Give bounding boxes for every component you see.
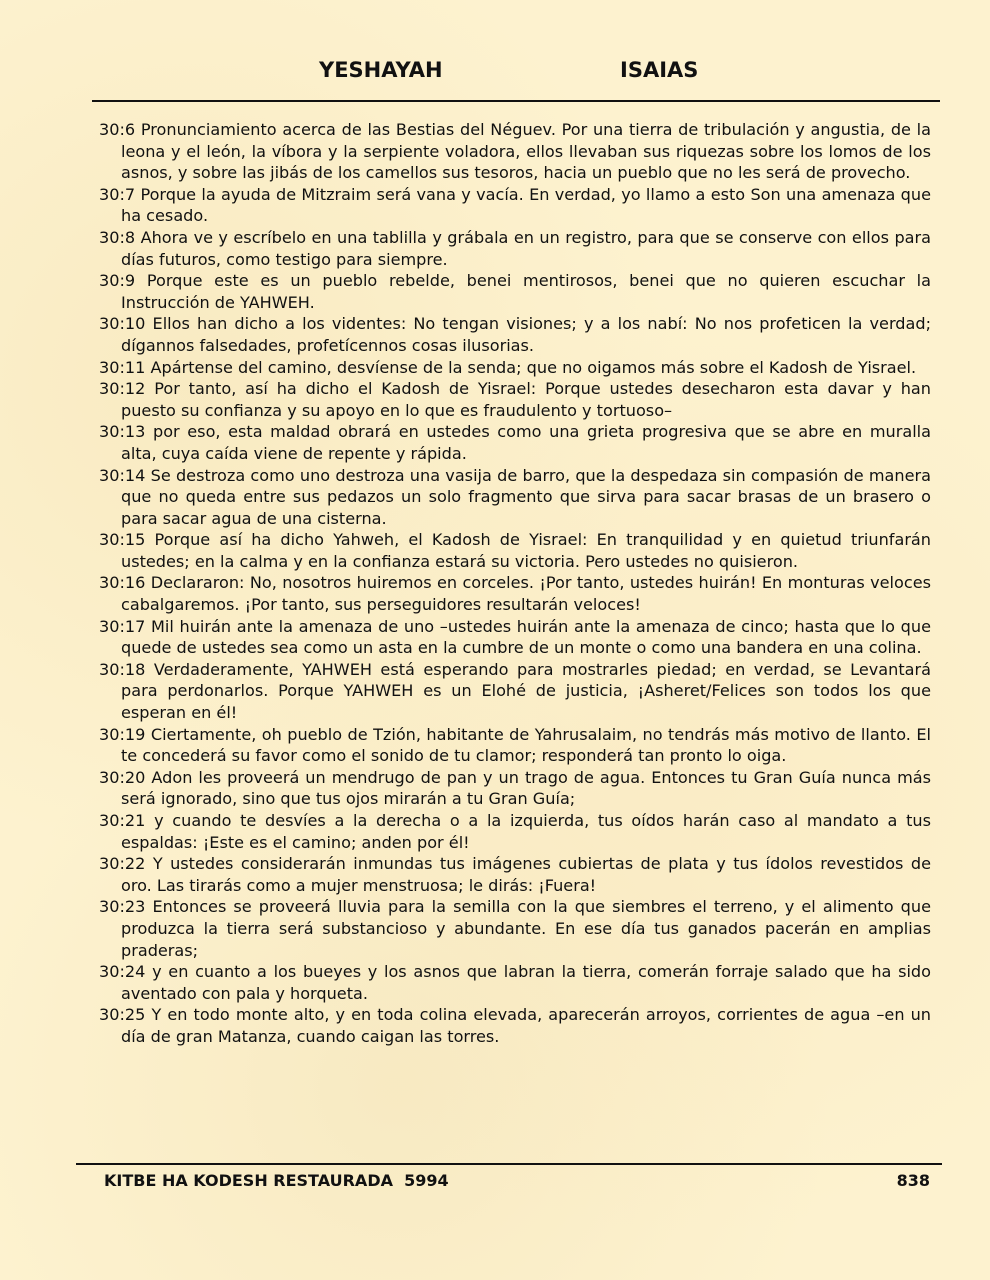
verse-paragraph [99,853,931,896]
footer-page-number: 838 [896,1171,930,1190]
verse-text: Entonces se proveerá lluvia para la semilla con la que siembres el terreno, y el alimento que produzca la tierra será substancioso y abundante. En ese día tus ganados pacerán en amplias praderas; [121,897,931,960]
verse-reference: 30:24 [99,962,146,982]
verse-paragraph [99,227,931,270]
verse-text: y cuando te desvíes a la derecha o a la izquierda, tus oídos harán caso al mandato a tus espaldas: ¡Este es el camino; anden por él! [121,811,931,852]
verse-reference: 30:8 [99,227,136,247]
verse-text: Apártense del camino, desvíense de la senda; que no oigamos más sobre el Kadosh de Yisrael. [150,357,917,377]
verse-paragraph [99,529,931,572]
verse-text: Por tanto, así ha dicho el Kadosh de Yisrael: Porque ustedes desecharon esta davar y han puesto su confianza y su apoyo en lo que es fraudulento y tortuoso– [121,379,931,420]
verse-reference: 30:15 [99,530,146,550]
verse-reference: 30:14 [99,465,146,485]
verse-text: Verdaderamente, YAHWEH está esperando para mostrarles piedad; en verdad, se Levantará para perdonarlos. Porque YAHWEH es un Elohé de justicia, ¡Asheret/Felices son todos los que esperan en él! [121,659,931,723]
verse-text: Porque este es un pueblo rebelde, benei mentirosos, benei que no quieren escuchar la Instrucción de YAHWEH. [121,271,931,312]
verse-reference: 30:17 [99,616,146,636]
verse-text: por eso, esta maldad obrará en ustedes como una grieta progresiva que se abre en muralla alta, cuya caída viene de repente y rápida. [121,422,931,463]
verse-text: Y ustedes considerarán inmundas tus imágenes cubiertas de plata y tus ídolos revestidos de oro. Las tirarás como a mujer menstruosa; le dirás: ¡Fuera! [121,854,931,895]
verse-paragraph [99,961,931,1004]
page-header [0,58,990,90]
footer-rule [76,1163,942,1165]
verse-reference: 30:11 [99,357,146,377]
verse-text: Porque así ha dicho Yahweh, el Kadosh de Yisrael: En tranquilidad y en quietud triunfarán ustedes; en la calma y en la confianza estará su victoria. Pero ustedes no quisieron. [121,530,931,571]
verse-text: Declararon: No, nosotros huiremos en corceles. ¡Por tanto, ustedes huirán! En monturas veloces cabalgaremos. ¡Por tanto, sus perseguidores resultarán veloces! [121,573,931,615]
verse-reference: 30:16 [99,573,146,593]
verse-reference: 30:13 [99,422,146,442]
verse-text: Mil huirán ante la amenaza de uno –ustedes huirán ante la amenaza de cinco; hasta que lo que quede de ustedes sea como un asta en la cumbre de un monte o como una bandera en una colina. [121,616,931,658]
verse-paragraph [99,421,931,464]
verse-reference: 30:12 [99,379,146,399]
verse-reference: 30:9 [99,271,136,291]
verse-paragraph [99,357,931,379]
verse-reference: 30:25 [99,1005,146,1025]
verse-text: y en cuanto a los bueyes y los asnos que labran la tierra, comerán forraje salado que ha sido aventado con pala y horqueta. [121,962,931,1003]
header-title-hebrew: YESHAYAH [319,58,443,82]
verse-reference: 30:20 [99,767,146,787]
verse-reference: 30:6 [99,120,136,139]
verse-paragraph [99,810,931,853]
verse-reference: 30:18 [99,659,146,679]
verse-reference: 30:10 [99,314,146,334]
verse-reference: 30:22 [99,854,146,874]
verse-text: Ahora ve y escríbelo en una tablilla y grábala en un registro, para que se conserve con ellos para días futuros, como testigo para siempre. [121,227,931,269]
verse-paragraph [99,378,931,421]
verse-paragraph [99,313,931,356]
verse-paragraph [99,465,931,530]
verse-list [99,119,931,1159]
verse-paragraph [99,767,931,810]
verse-paragraph [99,724,931,767]
verse-reference: 30:19 [99,724,146,744]
header-title-spanish: ISAIAS [620,58,699,82]
verse-text: Ciertamente, oh pueblo de Tzión, habitante de Yahrusalaim, no tendrás más motivo de llanto. El te concederá su favor como el sonido de tu clamor; responderá tan pronto lo oiga. [121,724,931,766]
verse-paragraph [99,659,931,724]
verse-text: Ellos han dicho a los videntes: No tengan visiones; y a los nabí: No nos profeticen la verdad; dígannos falsedades, profetícennos cosas ilusorias. [121,314,931,355]
verse-paragraph [99,572,931,615]
verse-text: Adon les proveerá un mendrugo de pan y un trago de agua. Entonces tu Gran Guía nunca más será ignorado, sino que tus ojos mirarán a tu Gran Guía; [121,767,931,809]
verse-reference: 30:7 [99,184,136,204]
verse-paragraph [99,270,931,313]
verse-text: Y en todo monte alto, y en toda colina elevada, aparecerán arroyos, corrientes de agua –en un día de gran Matanza, cuando caigan las torres. [121,1005,931,1046]
verse-paragraph [99,616,931,659]
verse-paragraph [99,896,931,961]
verse-paragraph [99,119,931,184]
verse-text: Pronunciamiento acerca de las Bestias del Néguev. Por una tierra de tribulación y angustia, de la leona y el león, la víbora y la serpiente voladora, ellos llevaban sus riquezas sobre los lomos de los asnos, y sobre las jibás de los camellos sus tesoros, hacia un pueblo que no les será de provecho. [121,120,931,183]
verse-text: Se destroza como uno destroza una vasija de barro, que la despedaza sin compasión de manera que no queda entre sus pedazos un solo fragmento que sirva para sacar brasas de un brasero o para sacar agua de una cisterna. [121,465,931,528]
verse-reference: 30:23 [99,897,146,917]
verse-text: Porque la ayuda de Mitzraim será vana y vacía. En verdad, yo llamo a esto Son una amenaza que ha cesado. [121,184,931,226]
header-rule [92,100,940,102]
verse-reference: 30:21 [99,811,146,830]
footer-book-title: KITBE HA KODESH RESTAURADA 5994 [104,1171,449,1190]
verse-paragraph [99,184,931,227]
verse-paragraph [99,1004,931,1047]
